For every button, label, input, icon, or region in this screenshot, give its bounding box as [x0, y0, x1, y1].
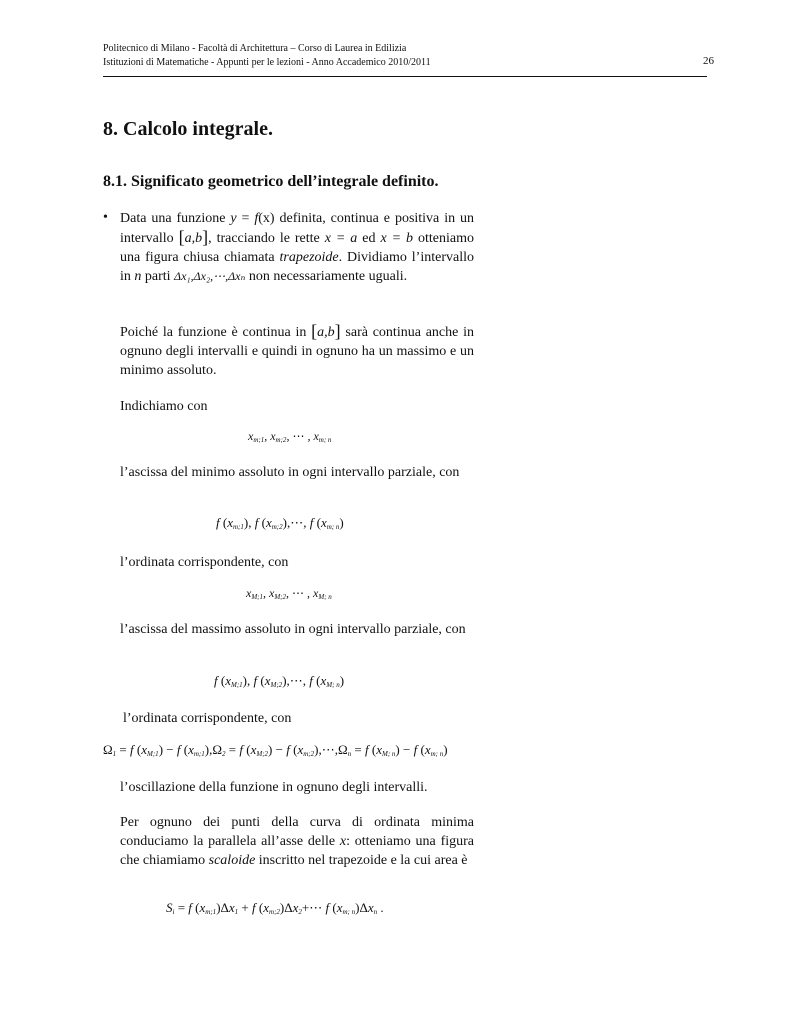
formula-min-abscissas: $x_{m;1}$, $x_{m;2}$, ⋯ , $x_{m; n}$	[248, 429, 332, 444]
section-title: 8. Calcolo integrale.	[103, 118, 273, 140]
formula-max-abscissas: $x_{M;1}$, $x_{M;2}$, ⋯ , $x_{M; n}$	[246, 586, 332, 601]
formula-oscillation: $\Omega_1 = f$ $(x_{M;1}) - f$ $(x_{m;1}),\Omega_2 = f$ $(x_{M;2}) - f$ $(x_{m;2}),\cdots,\Omega_n = f$ $(x_{M; n}) - f$ $(x_{m; n})$	[103, 742, 448, 758]
bullet-marker: •	[103, 210, 108, 225]
formula-scaloide-area: $S_i = f$ $(x_{m;1})\Delta x_1 + f$ $(x_{m;2})\Delta x_2+\cdots$ f $(x_{m; n})\Delta x_n$ .	[166, 900, 384, 916]
formula-max-ordinates: f $(x_{M;1})$, f $(x_{M;2}),\cdots$, f $(x_{M; n})$	[214, 673, 345, 689]
running-header	[103, 42, 431, 70]
page-number: 26	[703, 55, 714, 67]
paragraph-continuity: Poiché la funzione è continua in [a,b] sarà continua anche in ognuno degli intervalli e quindi in ognuno ha un massimo e un minimo assoluto.	[120, 321, 475, 378]
header-line-2: Istituzioni di Matematiche - Appunti per le lezioni - Anno Accademico 2010/2011	[103, 57, 431, 68]
header-line-1: Politecnico di Milano - Facoltà di Architettura – Corso di Laurea in Edilizia	[103, 43, 407, 54]
paragraph-min-abscissa: l’ascissa del minimo assoluto in ogni intervallo parziale, con	[120, 465, 460, 480]
paragraph-min-ordinate: l’ordinata corrispondente, con	[120, 555, 289, 570]
paragraph-indichiamo: Indichiamo con	[120, 399, 208, 414]
paragraph-scaloide: Per ognuno dei punti della curva di ordinata minima conduciamo la parallela all’asse delle x: otteniamo una figura che chiamiamo scaloide inscritto nel trapezoide e la cui area è	[120, 815, 474, 868]
formula-min-ordinates: f $(x_{m;1})$, f $(x_{m;2}),\cdots$, f $(x_{m; n})$	[216, 515, 344, 531]
paragraph-max-abscissa: l’ascissa del massimo assoluto in ogni intervallo parziale, con	[120, 622, 466, 637]
header-rule	[103, 76, 707, 77]
paragraph-definition: Data una funzione y = f(x) definita, continua e positiva in un intervallo [a,b], tracciando le rette x = a ed x = b otteniamo una figura chiusa chiamata trapezoide. Dividiamo l’intervallo in n parti Δx₁,Δx₂,⋯,Δxₙ non necessariamente uguali.	[120, 211, 475, 284]
subsection-title: 8.1. Significato geometrico dell’integrale definito.	[103, 173, 439, 190]
paragraph-oscillation: l’oscillazione della funzione in ognuno degli intervalli.	[120, 780, 428, 795]
paragraph-max-ordinate: l’ordinata corrispondente, con	[123, 711, 292, 726]
